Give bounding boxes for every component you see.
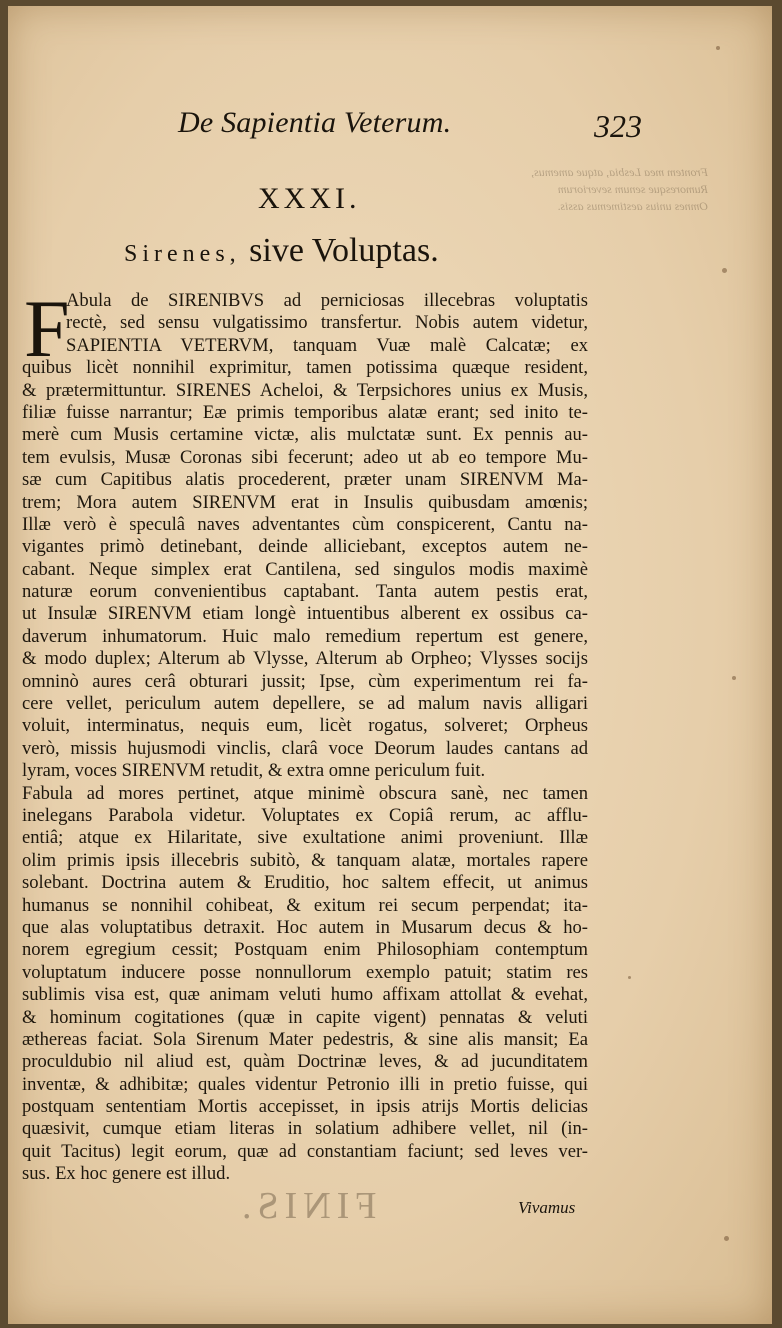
catchword: Vivamus [518,1198,576,1217]
finis-bleed-through: FINIS. [236,1185,377,1227]
text-line: SAPIENTIA VETERVM, tanquam Vuæ malè Calcatæ; ex [66,334,588,356]
text-line: inventæ, & adhibitæ; quales videntur Petronio illi in pretio fuisse, qui [22,1073,588,1095]
bleed-through-text [448,164,708,215]
text-line: trem; Mora autem SIRENVM erat in Insulis quibusdam amœnis; [22,491,588,513]
text-line: Abula de SIRENIBVS ad perniciosas illecebras voluptatis [66,290,588,311]
text-line: tem evulsis, Musæ Coronas sibi fecerunt; adeo ut ab eo tempore Mu- [22,446,588,468]
foxing-spot [722,268,727,273]
running-title: De Sapientia Veterum. [178,106,452,139]
text-line: humanus se nonnihil cohibeat, & exitum rei secum perpendat; ita- [22,894,588,916]
text-line: sus. Ex hoc genere est illud. [22,1163,231,1185]
text-line: cere vellet, periculum autem depellere, se ad malum navis alligari [22,693,588,715]
text-line: lyram, voces SIRENVM retudit, & extra omne periculum fuit. [22,760,486,782]
foxing-spot [724,1236,729,1241]
text-line: naturæ eorum convenientibus captabant. Tanta autem pestis erat, [22,581,588,603]
text-line: æthereas faciat. Sola Sirenum Mater pedestris, & sine alis mansit; Ea [22,1028,588,1050]
text-line: sæ cum Capitibus alatis procederent, præter unam SIRENVM Ma- [22,469,588,491]
text-line: inelegans Parabola videtur. Voluptates ex Copiâ rerum, ac afflu- [22,804,588,826]
bleed-line: Omnes unius aestimemus assis. [557,199,708,213]
text-line: verò, missis hujusmodi vinclis, clarâ voce Deorum laudes cantans ad [22,737,588,759]
text-line: ut Insulæ SIRENVM etiam longè intuentibus alberent ex ossibus ca- [22,603,588,625]
text-line: voluptatum inducere posse nonnullorum exemplo patuit; statim res [22,961,588,983]
text-line: & hominum cogitationes (quæ in capite vigent) pennatas & veluti [22,1006,588,1028]
text-line: daverum inhumatorum. Huic malo remedium repertum est genere, [22,625,588,647]
text-line: que alas voluptatibus detraxit. Hoc autem in Musarum decus & ho- [22,916,588,938]
text-line: proculdubio nil aliud est, quàm Doctrinæ leves, & ad jucunditatem [22,1051,588,1073]
foxing-spot [732,676,736,680]
chapter-title [124,232,439,270]
text-line: quæsivit, cumque etiam literas in solatium adhibere vellet, nil (in- [22,1118,588,1140]
text-line: postquam sententiam Mortis accepisset, in ipsis atrijs Mortis delicias [22,1096,588,1118]
text-line: cabant. Neque simplex erat Cantilena, sed singulos modis maximè [22,558,588,580]
text-line: quit Tacitus) legit eorum, quæ ad constantiam faciunt; sed leves ver- [22,1140,588,1162]
text-line: voluit, interminatus, nequis eum, licèt rogatus, solveret; Orpheus [22,715,588,737]
text-line: sublimis visa est, quæ animam veluti humo affixam attollat & evehat, [22,984,588,1006]
text-line: omninò aures cerâ obturari jussit; Ipse, cùm experimentum rei fa- [22,670,588,692]
drop-capital: F [24,283,70,374]
bleed-line: Frontem mea Lesbia, atque amemus, [531,165,708,179]
text-line: & modo duplex; Alterum ab Vlysse, Alterum ab Orpheo; Vlysses socijs [22,648,588,670]
chapter-number: XXXI. [258,182,361,215]
bleed-line: Rumoresque senum severiorum [557,182,708,196]
book-page [8,6,772,1324]
chapter-title-rest: sive Voluptas. [240,232,439,269]
text-line: quibus licèt nonnihil exprimitur, tamen potissima quæque resident, [22,357,588,379]
body-text [22,283,588,1186]
text-line: entiâ; atque ex Hilaritate, sive exultatione animi proveniunt. Illæ [22,827,588,849]
text-line: merè cum Musis certamine victæ, alis mulctatæ sunt. Ex pennis au- [22,424,588,446]
text-line: vigantes primò detinebant, deinde alliciebant, exceptos autem ne- [22,536,588,558]
text-line: & prætermittuntur. SIRENES Acheloi, & Terpsichores unius ex Musis, [22,379,588,401]
foxing-spot [716,46,720,50]
text-line: norem egregium cessit; Postquam enim Philosophiam contemptum [22,939,588,961]
page-number: 323 [594,108,642,144]
foxing-spot [628,976,631,979]
text-line: Fabula ad mores pertinet, atque minimè obscura sanè, nec tamen [22,782,588,804]
text-line: solebant. Doctrina autem & Eruditio, hoc saltem effecit, ut animus [22,872,588,894]
text-line: Illæ verò è speculâ naves adventantes cùm conspicerent, Cantu na- [22,513,588,535]
chapter-title-smallcaps: Sirenes, [124,241,241,267]
text-line: olim primis ipsis illecebris subitò, & tanquam alatæ, mortales rapere [22,849,588,871]
text-line: rectè, sed sensu vulgatissimo transfertur. Nobis autem videtur, [66,312,588,334]
text-line: filiæ fuisse narrantur; Eæ primis temporibus alatæ erant; sed inito te- [22,401,588,423]
